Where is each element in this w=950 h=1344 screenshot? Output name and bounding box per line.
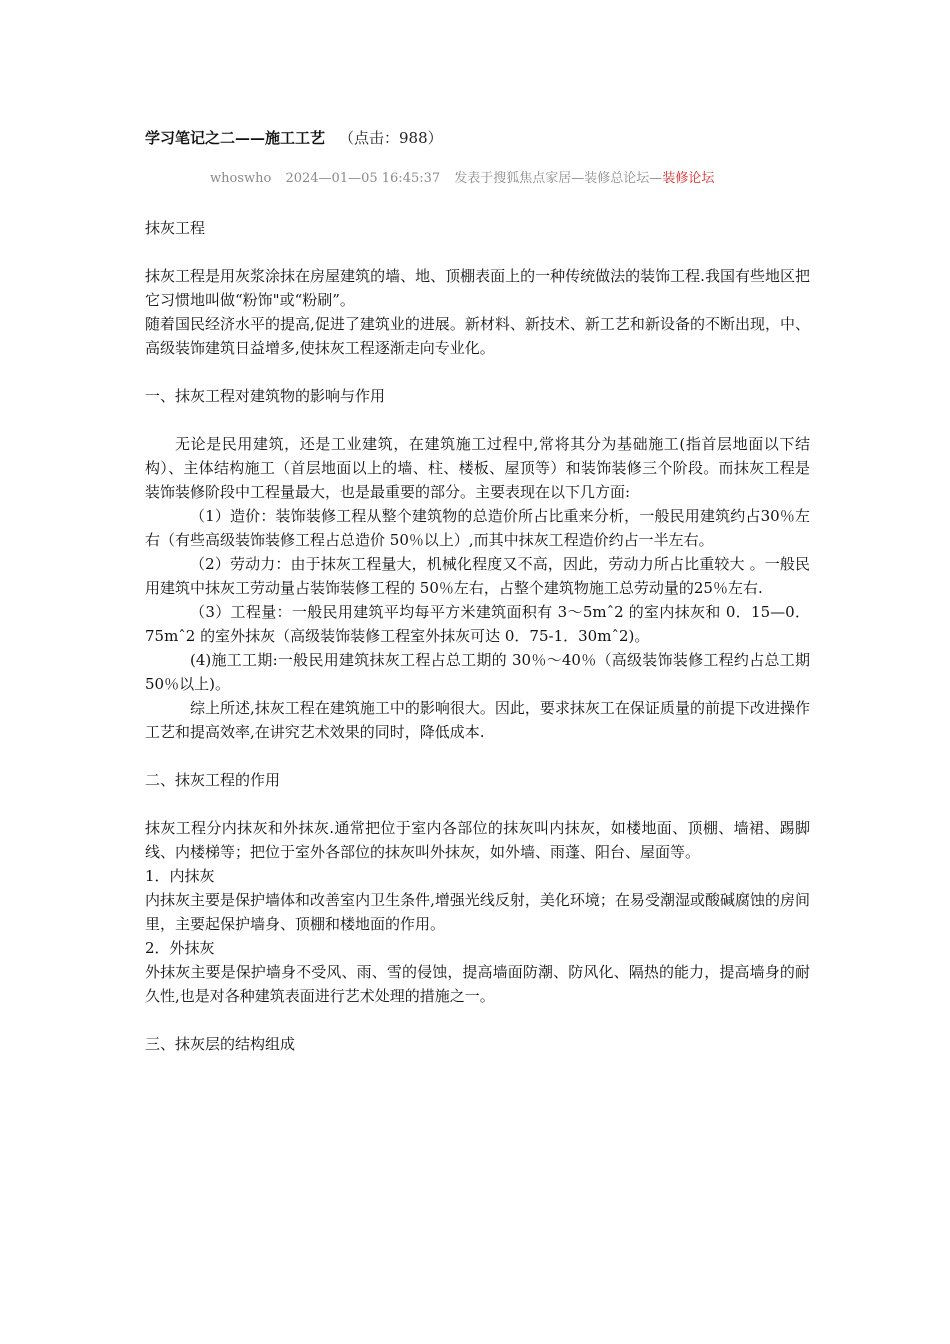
section-1-item-cost: （1）造价：装饰装修工程从整个建筑物的总造价所占比重来分析，一般民用建筑约占30％左右（有些高级装饰装修工程占总造价 50％以上）,而其中抹灰工程造价约占一半左右。 [145, 507, 810, 549]
forum-link[interactable]: 装修论坛 [662, 171, 715, 186]
section-1-heading: 一、抹灰工程对建筑物的影响与作用 [145, 387, 386, 405]
section-1-summary: 综上所述,抹灰工程在建筑施工中的影响很大。因此，要求抹灰工在保证质量的前提下改进操作工艺和提高效率,在讲究艺术效果的同时，降低成本. [145, 699, 810, 741]
post-title: 学习笔记之二——施工工艺 [145, 129, 326, 147]
author-name: whoswho [210, 171, 272, 186]
article-body [145, 216, 810, 1056]
post-datetime: 2024—01—05 16:45:37 [285, 171, 441, 186]
section-3-heading: 三、抹灰层的结构组成 [145, 1035, 296, 1053]
section-2-heading: 二、抹灰工程的作用 [145, 771, 281, 789]
click-count: （点击：988） [339, 129, 443, 147]
section-2-inner-text: 内抹灰主要是保护墙体和改善室内卫生条件,增强光线反射，美化环境；在易受潮湿或酸碱腐蚀的房间里，主要起保护墙身、顶棚和楼地面的作用。 [145, 891, 810, 933]
post-meta [210, 167, 714, 186]
section-1-item-quantity: （3）工程量：一般民用建筑平均每平方米建筑面积有 3～5mˆ2 的室内抹灰和 0．15—0．75mˆ2 的室外抹灰（高级装饰装修工程室外抹灰可达 0．75-1．30mˆ2)。 [145, 603, 810, 645]
posted-in-text: 发表于搜狐焦点家居—装修总论坛— [454, 171, 663, 186]
section-2-outer-text: 外抹灰主要是保护墙身不受风、雨、雪的侵蚀，提高墙面防潮、防风化、隔热的能力，提高墙身的耐久性,也是对各种建筑表面进行艺术处理的措施之一。 [145, 963, 810, 1005]
section-1-item-labor: （2）劳动力：由于抹灰工程量大，机械化程度又不高，因此，劳动力所占比重较大 。一般民用建筑中抹灰工劳动量占装饰装修工程的 50％左右，占整个建筑物施工总劳动量的25％左右. [145, 555, 810, 597]
post-header [145, 127, 443, 148]
section-1-item-schedule: (4)施工工期:一般民用建筑抹灰工程占总工期的 30％～40％（高级装饰装修工程约占总工期 50％以上)。 [145, 651, 810, 693]
section-2-sub-heading-inner: 1．内抹灰 [145, 867, 215, 885]
section-1-paragraph: 无论是民用建筑，还是工业建筑，在建筑施工过程中,常将其分为基础施工(指首层地面以下结构）、主体结构施工（首层地面以上的墙、柱、楼板、屋顶等）和装饰装修三个阶段。而抹灰工程是装饰装修阶段中工程量最大，也是最重要的部分。主要表现在以下几方面: [145, 435, 810, 501]
main-heading: 抹灰工程 [145, 219, 206, 237]
intro-paragraph-2: 随着国民经济水平的提高,促进了建筑业的进展。新材料、新技术、新工艺和新设备的不断出现，中、高级装饰建筑日益增多,使抹灰工程逐渐走向专业化。 [145, 315, 810, 357]
section-2-sub-heading-outer: 2．外抹灰 [145, 939, 215, 957]
intro-paragraph-1: 抹灰工程是用灰浆涂抹在房屋建筑的墙、地、顶棚表面上的一种传统做法的装饰工程.我国有些地区把它习惯地叫做“粉饰"或“粉刷”。 [145, 267, 810, 309]
section-2-paragraph: 抹灰工程分内抹灰和外抹灰.通常把位于室内各部位的抹灰叫内抹灰，如楼地面、顶棚、墙裙、踢脚线、内楼梯等；把位于室外各部位的抹灰叫外抹灰，如外墙、雨蓬、阳台、屋面等。 [145, 819, 810, 861]
